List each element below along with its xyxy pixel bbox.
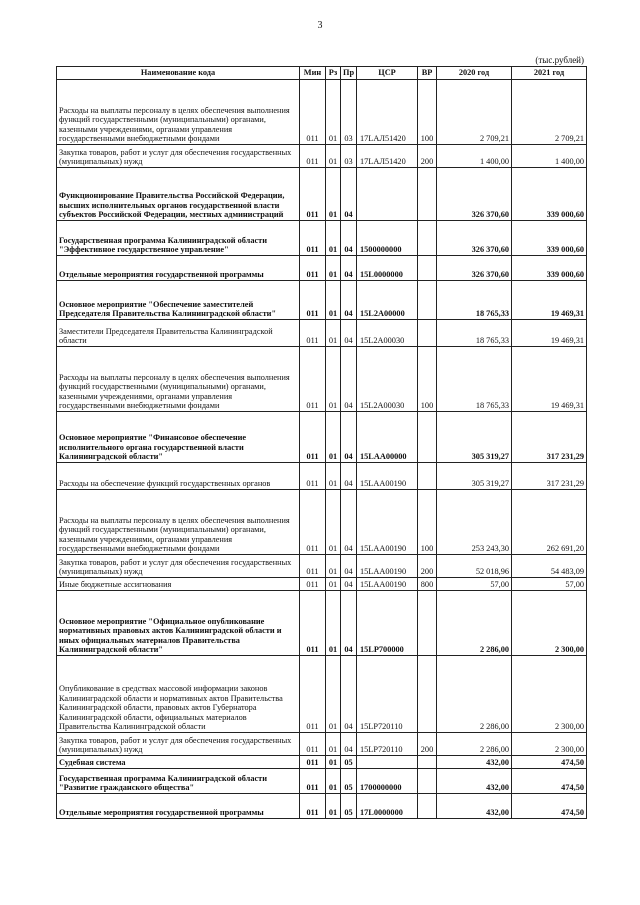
table-row <box>57 168 587 221</box>
cell-name: Закупка товаров, работ и услуг для обеспечения государственных (муниципальных) нужд <box>57 145 300 168</box>
cell-2020: 2 286,00 <box>437 733 512 756</box>
cell-name: Государственная программа Калининградской области "Эффективное государственное управление" <box>57 221 300 256</box>
cell-vr <box>418 221 437 256</box>
cell-pr: 04 <box>341 578 357 591</box>
cell-vr <box>418 794 437 819</box>
cell-name: Функционирование Правительства Российской Федерации, высших исполнительных органов государственной власти субъектов Российской Федерации, местных администраций <box>57 168 300 221</box>
cell-name: Иные бюджетные ассигнования <box>57 578 300 591</box>
units-label: (тыс.рублей) <box>535 55 584 65</box>
cell-2021: 2 300,00 <box>512 733 587 756</box>
cell-rz: 01 <box>326 578 341 591</box>
cell-vr <box>418 320 437 347</box>
cell-pr: 04 <box>341 733 357 756</box>
cell-2021: 1 400,00 <box>512 145 587 168</box>
cell-vr <box>418 769 437 794</box>
cell-min: 011 <box>300 756 326 769</box>
cell-2021: 474,50 <box>512 756 587 769</box>
cell-name: Закупка товаров, работ и услуг для обеспечения государственных (муниципальных) нужд <box>57 555 300 578</box>
cell-vr <box>418 256 437 281</box>
cell-rz: 01 <box>326 555 341 578</box>
cell-min: 011 <box>300 281 326 320</box>
cell-min: 011 <box>300 221 326 256</box>
cell-name: Расходы на выплаты персоналу в целях обеспечения выполнения функций государственными (муниципальными) органами, казенными учреждениями, органами управления государственными внебюджетными фондами <box>57 347 300 412</box>
budget-table <box>56 66 587 819</box>
table-row <box>57 756 587 769</box>
cell-name: Расходы на обеспечение функций государственных органов <box>57 463 300 490</box>
cell-2021: 2 709,21 <box>512 80 587 145</box>
cell-name: Судебная система <box>57 756 300 769</box>
cell-pr: 04 <box>341 591 357 656</box>
cell-pr: 03 <box>341 80 357 145</box>
cell-name: Основное мероприятие "Финансовое обеспечение исполнительного органа государственной власти Калининградской области" <box>57 412 300 463</box>
cell-2020: 2 286,00 <box>437 591 512 656</box>
cell-min: 011 <box>300 412 326 463</box>
cell-rz: 01 <box>326 794 341 819</box>
cell-2021: 339 000,60 <box>512 221 587 256</box>
cell-pr: 04 <box>341 555 357 578</box>
cell-rz: 01 <box>326 80 341 145</box>
cell-2021: 339 000,60 <box>512 256 587 281</box>
cell-2020: 18 765,33 <box>437 320 512 347</box>
cell-name: Государственная программа Калининградской области "Развитие гражданского общества" <box>57 769 300 794</box>
cell-2021: 474,50 <box>512 769 587 794</box>
cell-2021: 2 300,00 <box>512 591 587 656</box>
cell-name: Опубликование в средствах массовой информации законов Калининградской области и нормативных актов Правительства Калининградской области, правовых актов Губернатора Калининградской области, официальных материалов Правительства Калининградской области <box>57 656 300 733</box>
table-row <box>57 591 587 656</box>
table-row <box>57 769 587 794</box>
cell-rz: 01 <box>326 656 341 733</box>
cell-pr: 05 <box>341 794 357 819</box>
cell-vr: 200 <box>418 555 437 578</box>
cell-vr: 100 <box>418 347 437 412</box>
cell-pr: 04 <box>341 347 357 412</box>
column-header-rz: Рз <box>326 67 341 80</box>
cell-rz: 01 <box>326 168 341 221</box>
cell-vr <box>418 412 437 463</box>
cell-2020: 2 709,21 <box>437 80 512 145</box>
cell-2020: 432,00 <box>437 769 512 794</box>
cell-name: Отдельные мероприятия государственной программы <box>57 794 300 819</box>
cell-name: Основное мероприятие "Обеспечение заместителей Председателя Правительства Калининградской области" <box>57 281 300 320</box>
table-row <box>57 412 587 463</box>
cell-min: 011 <box>300 256 326 281</box>
table-row <box>57 794 587 819</box>
cell-vr: 800 <box>418 578 437 591</box>
cell-name: Отдельные мероприятия государственной программы <box>57 256 300 281</box>
cell-2021: 339 000,60 <box>512 168 587 221</box>
cell-pr: 03 <box>341 145 357 168</box>
cell-csr: 15LАА00190 <box>357 555 418 578</box>
cell-min: 011 <box>300 347 326 412</box>
cell-vr: 100 <box>418 490 437 555</box>
cell-csr: 15L2A00030 <box>357 347 418 412</box>
cell-2021: 317 231,29 <box>512 463 587 490</box>
cell-csr: 15LP720110 <box>357 656 418 733</box>
table-row <box>57 281 587 320</box>
cell-min: 011 <box>300 769 326 794</box>
table-row <box>57 490 587 555</box>
cell-rz: 01 <box>326 256 341 281</box>
cell-name: Расходы на выплаты персоналу в целях обеспечения выполнения функций государственными (муниципальными) органами, казенными учреждениями, органами управления государственными внебюджетными фондами <box>57 80 300 145</box>
cell-name: Заместители Председателя Правительства Калининградской области <box>57 320 300 347</box>
cell-min: 011 <box>300 490 326 555</box>
cell-rz: 01 <box>326 412 341 463</box>
cell-pr: 04 <box>341 656 357 733</box>
cell-rz: 01 <box>326 733 341 756</box>
cell-csr: 15LАА00000 <box>357 412 418 463</box>
cell-csr: 15L2A00030 <box>357 320 418 347</box>
cell-csr: 17LАЛ51420 <box>357 80 418 145</box>
cell-vr <box>418 168 437 221</box>
column-header-2021: 2021 год <box>512 67 587 80</box>
table-row <box>57 347 587 412</box>
cell-min: 011 <box>300 168 326 221</box>
cell-rz: 01 <box>326 320 341 347</box>
cell-min: 011 <box>300 794 326 819</box>
cell-rz: 01 <box>326 347 341 412</box>
cell-rz: 01 <box>326 145 341 168</box>
cell-rz: 01 <box>326 756 341 769</box>
cell-2021: 2 300,00 <box>512 656 587 733</box>
cell-2020: 432,00 <box>437 756 512 769</box>
table-row <box>57 145 587 168</box>
cell-2020: 2 286,00 <box>437 656 512 733</box>
cell-csr: 15LАА00190 <box>357 578 418 591</box>
table-row <box>57 733 587 756</box>
cell-csr <box>357 168 418 221</box>
cell-pr: 04 <box>341 168 357 221</box>
cell-min: 011 <box>300 463 326 490</box>
cell-2020: 18 765,33 <box>437 281 512 320</box>
cell-vr <box>418 591 437 656</box>
cell-csr: 15L0000000 <box>357 256 418 281</box>
cell-pr: 04 <box>341 256 357 281</box>
cell-csr: 1500000000 <box>357 221 418 256</box>
cell-vr: 200 <box>418 145 437 168</box>
table-row <box>57 80 587 145</box>
cell-pr: 05 <box>341 769 357 794</box>
cell-min: 011 <box>300 145 326 168</box>
cell-2020: 18 765,33 <box>437 347 512 412</box>
column-header-2020: 2020 год <box>437 67 512 80</box>
cell-2020: 326 370,60 <box>437 168 512 221</box>
cell-csr: 15LАА00190 <box>357 463 418 490</box>
table-row <box>57 256 587 281</box>
cell-csr: 17LАЛ51420 <box>357 145 418 168</box>
cell-2020: 305 319,27 <box>437 412 512 463</box>
cell-vr <box>418 656 437 733</box>
cell-2021: 19 469,31 <box>512 347 587 412</box>
cell-2020: 326 370,60 <box>437 221 512 256</box>
cell-rz: 01 <box>326 769 341 794</box>
table-row <box>57 221 587 256</box>
cell-rz: 01 <box>326 221 341 256</box>
cell-rz: 01 <box>326 490 341 555</box>
cell-2021: 474,50 <box>512 794 587 819</box>
cell-vr <box>418 281 437 320</box>
cell-2020: 326 370,60 <box>437 256 512 281</box>
table-row <box>57 578 587 591</box>
cell-2020: 57,00 <box>437 578 512 591</box>
cell-csr: 15LАА00190 <box>357 490 418 555</box>
cell-2020: 432,00 <box>437 794 512 819</box>
cell-name: Расходы на выплаты персоналу в целях обеспечения выполнения функций государственными (муниципальными) органами, казенными учреждениями, органами управления государственными внебюджетными фондами <box>57 490 300 555</box>
cell-pr: 04 <box>341 320 357 347</box>
cell-2021: 19 469,31 <box>512 320 587 347</box>
cell-pr: 04 <box>341 463 357 490</box>
cell-pr: 04 <box>341 490 357 555</box>
table-row <box>57 656 587 733</box>
column-header-pr: Пр <box>341 67 357 80</box>
cell-vr: 200 <box>418 733 437 756</box>
cell-min: 011 <box>300 80 326 145</box>
column-header-csr: ЦСР <box>357 67 418 80</box>
cell-pr: 04 <box>341 412 357 463</box>
cell-2021: 19 469,31 <box>512 281 587 320</box>
cell-pr: 04 <box>341 281 357 320</box>
cell-2021: 57,00 <box>512 578 587 591</box>
cell-name: Закупка товаров, работ и услуг для обеспечения государственных (муниципальных) нужд <box>57 733 300 756</box>
cell-2021: 317 231,29 <box>512 412 587 463</box>
cell-min: 011 <box>300 656 326 733</box>
table-row <box>57 555 587 578</box>
cell-2020: 52 018,96 <box>437 555 512 578</box>
cell-min: 011 <box>300 555 326 578</box>
cell-csr: 15LP700000 <box>357 591 418 656</box>
cell-2020: 305 319,27 <box>437 463 512 490</box>
cell-min: 011 <box>300 320 326 347</box>
cell-rz: 01 <box>326 281 341 320</box>
cell-vr <box>418 756 437 769</box>
cell-csr <box>357 756 418 769</box>
page-number: 3 <box>317 20 323 31</box>
cell-vr: 100 <box>418 80 437 145</box>
table-row <box>57 463 587 490</box>
cell-csr: 1700000000 <box>357 769 418 794</box>
cell-2020: 253 243,30 <box>437 490 512 555</box>
cell-rz: 01 <box>326 591 341 656</box>
cell-pr: 04 <box>341 221 357 256</box>
cell-2021: 262 691,20 <box>512 490 587 555</box>
cell-name: Основное мероприятие "Официальное опубликование нормативных правовых актов Калининградской области и иных официальных материалов Правительства Калининградской области" <box>57 591 300 656</box>
cell-rz: 01 <box>326 463 341 490</box>
cell-pr: 05 <box>341 756 357 769</box>
cell-vr <box>418 463 437 490</box>
cell-csr: 15L2A00000 <box>357 281 418 320</box>
cell-min: 011 <box>300 733 326 756</box>
column-header-min: Мин <box>300 67 326 80</box>
table-row <box>57 320 587 347</box>
table-header-row <box>57 67 587 80</box>
cell-csr: 15LP720110 <box>357 733 418 756</box>
cell-2021: 54 483,09 <box>512 555 587 578</box>
column-header-name: Наименование кода <box>57 67 300 80</box>
column-header-vr: ВР <box>418 67 437 80</box>
cell-csr: 17L0000000 <box>357 794 418 819</box>
cell-min: 011 <box>300 591 326 656</box>
cell-min: 011 <box>300 578 326 591</box>
cell-2020: 1 400,00 <box>437 145 512 168</box>
